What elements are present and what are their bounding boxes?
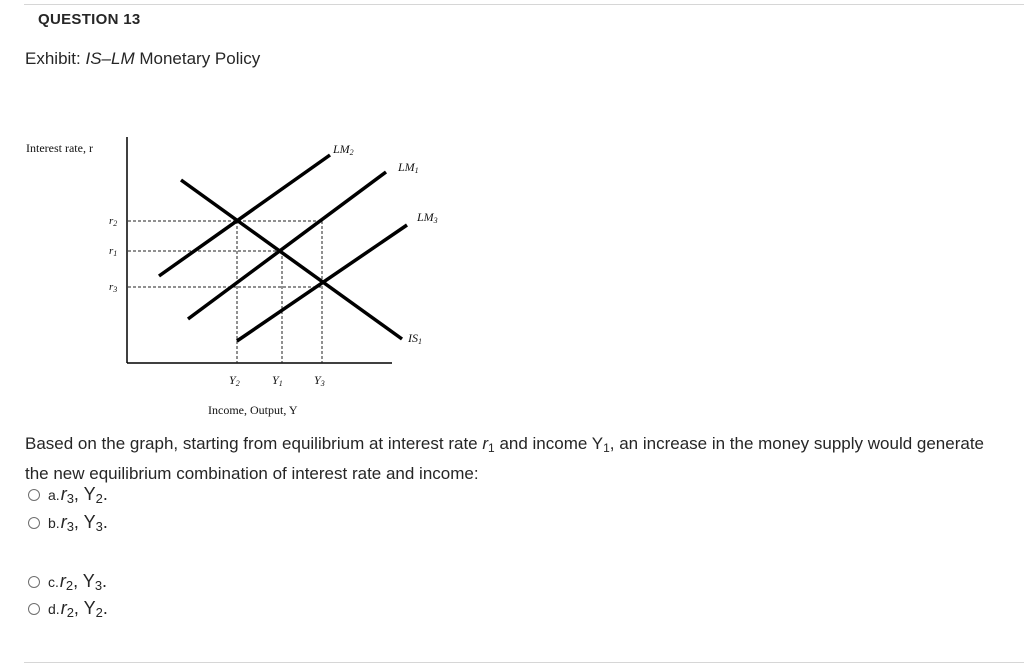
question-stem bbox=[25, 431, 985, 486]
answer-option-b[interactable] bbox=[28, 511, 108, 535]
tick-r3: r3 bbox=[109, 281, 118, 294]
is1-curve bbox=[181, 180, 402, 339]
option-text: $r_3$, $Y_2$. bbox=[60, 484, 108, 506]
question-header: QUESTION 13 bbox=[38, 11, 141, 28]
label-lm3: LM3 bbox=[417, 210, 438, 225]
tick-y2: Y2 bbox=[229, 373, 240, 388]
option-letter: a. bbox=[48, 487, 60, 503]
stem-y-sub: 1 bbox=[603, 441, 610, 455]
option-text: $r_2$, $Y_2$. bbox=[60, 598, 108, 620]
tick-r1: r1 bbox=[109, 245, 118, 258]
stem-text-2: and income Y bbox=[494, 434, 604, 453]
lm2-curve bbox=[159, 155, 330, 276]
radio-circle-icon[interactable] bbox=[28, 576, 40, 588]
radio-circle-icon[interactable] bbox=[28, 517, 40, 529]
answer-option-a[interactable] bbox=[28, 483, 108, 507]
label-lm2: LM2 bbox=[333, 142, 354, 157]
label-lm1: LM1 bbox=[398, 160, 419, 175]
radio-circle-icon[interactable] bbox=[28, 603, 40, 615]
answer-option-c[interactable] bbox=[28, 570, 107, 594]
stem-r: r bbox=[482, 434, 489, 453]
exhibit-suffix: Monetary Policy bbox=[134, 49, 261, 68]
x-axis-label: Income, Output, Y bbox=[208, 403, 298, 417]
tick-y1: Y1 bbox=[272, 373, 283, 388]
label-is1: IS1 bbox=[408, 331, 422, 346]
stem-r-sub: 1 bbox=[488, 441, 495, 455]
option-letter: b. bbox=[48, 515, 60, 531]
bottom-divider bbox=[24, 662, 1024, 663]
tick-r2: r2 bbox=[109, 215, 118, 228]
radio-circle-icon[interactable] bbox=[28, 489, 40, 501]
option-text: $r_2$, $Y_3$. bbox=[59, 571, 108, 593]
option-text: $r_3$, $Y_3$. bbox=[60, 512, 108, 534]
exhibit-prefix: Exhibit: bbox=[25, 49, 86, 68]
tick-y3: Y3 bbox=[314, 373, 325, 388]
option-letter: c. bbox=[48, 574, 59, 590]
lm1-curve bbox=[188, 172, 386, 319]
stem-text-3: , an increase in the money supply would generate the new equilibrium combination of interest rate and income: bbox=[25, 434, 985, 483]
answer-option-d[interactable] bbox=[28, 597, 108, 621]
exhibit-model-name: IS–LM bbox=[85, 49, 135, 68]
stem-text-1: Based on the graph, starting from equilibrium at interest rate bbox=[25, 434, 483, 453]
y-axis-label: Interest rate, r bbox=[26, 141, 93, 155]
option-letter: d. bbox=[48, 601, 60, 617]
